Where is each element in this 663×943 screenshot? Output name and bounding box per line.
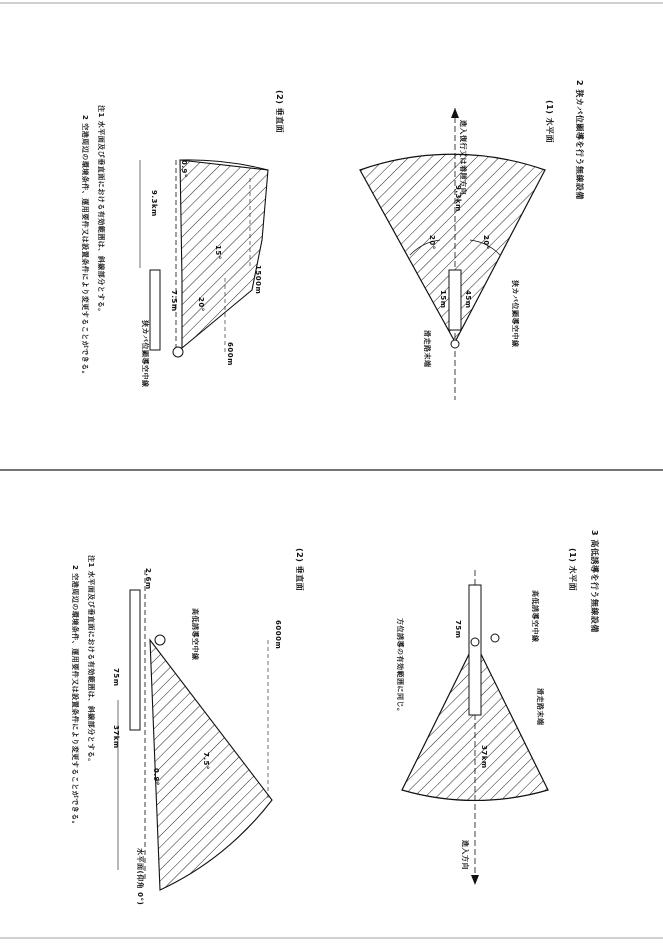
s2-vertical-coverage bbox=[180, 160, 268, 348]
s3-v-angle09: 0.9° bbox=[152, 768, 160, 786]
s3-antenna-label: 高低誘導空中線 bbox=[531, 590, 539, 643]
s3-v-antenna-label: 高低誘導空中線 bbox=[191, 608, 199, 661]
s2-approach-label: 進入復行又は着陸方向 bbox=[459, 120, 467, 195]
s2-v-600: 600m bbox=[226, 342, 234, 366]
s3-heading: 3 高低誘導を行う無線設備 bbox=[590, 530, 599, 633]
s3-elevation-antenna-icon bbox=[491, 634, 499, 642]
s2-dist: 9.3km bbox=[454, 185, 462, 212]
s2-v-angle15: 15° bbox=[214, 245, 222, 260]
s2-v-antenna-label: 狭カバ位顕導空中線 bbox=[141, 320, 149, 388]
s3-horizontal-diagram bbox=[402, 570, 548, 885]
s2-horizontal-diagram bbox=[360, 108, 545, 400]
s2-sub1: (1) 水平面 bbox=[545, 100, 554, 144]
s3-approach-arrow bbox=[471, 875, 479, 885]
s3-d75: 75m bbox=[454, 620, 462, 639]
s3-vertical-antenna bbox=[155, 635, 165, 645]
s3-note1: 注1 水平面及び垂直面における有効範囲は、斜線部分とする。 bbox=[87, 555, 95, 766]
s2-d45: 45m bbox=[464, 290, 472, 309]
s2-antenna-marker bbox=[451, 340, 459, 348]
s2-runway-label: 滑走路末端 bbox=[423, 330, 431, 368]
s2-heading: 2 狭カバ位顕導を行う無線設備 bbox=[575, 80, 584, 200]
s2-note2: 2 空港周辺の環境条件、運用要件又は設置条件により変更することができる。 bbox=[81, 115, 89, 379]
s3-approach-dir: 進入方向 bbox=[461, 840, 469, 870]
s2-v-75: 7.5m bbox=[170, 290, 178, 312]
s2-vertical-diagram bbox=[140, 160, 268, 357]
s2-v-1500: 1500m bbox=[254, 265, 262, 295]
s3-runway bbox=[469, 585, 481, 715]
s3-v-75: 75m bbox=[112, 668, 120, 687]
s2-angle-b: 20° bbox=[482, 235, 490, 250]
s3-note2: 2 空港周辺の環境条件、運用要件又は設置条件により変更することができる。 bbox=[71, 565, 79, 829]
s3-dist37: 37km bbox=[480, 745, 488, 769]
s3-antenna-marker bbox=[471, 638, 479, 646]
s3-vertical-coverage bbox=[150, 640, 272, 890]
s2-angle-a: 20° bbox=[428, 235, 436, 250]
s2-note1: 注1 水平面及び垂直面における有効範囲は、斜線部分とする。 bbox=[97, 105, 105, 316]
s3-coverage-same: 方位誘導の有効範囲に同じ。 bbox=[396, 618, 404, 716]
s2-v-dist: 9.3km bbox=[150, 190, 158, 217]
s2-vertical-antenna bbox=[173, 347, 183, 357]
s3-v-26: 2.6m bbox=[144, 568, 152, 590]
s2-sub2: (2) 垂直面 bbox=[275, 90, 284, 134]
s2-d15: 15m bbox=[439, 290, 447, 309]
s2-approach-arrow bbox=[451, 108, 459, 118]
s2-runway bbox=[449, 270, 461, 330]
s3-v-6000: 6000m bbox=[274, 620, 282, 650]
s3-sub2: (2) 垂直面 bbox=[295, 548, 304, 592]
s3-v-37: 37km bbox=[112, 725, 120, 749]
s3-vertical-runway bbox=[130, 590, 140, 730]
s2-v-angle20: 20° bbox=[197, 297, 205, 312]
s3-sub1: (1) 水平面 bbox=[568, 548, 577, 592]
s3-v-angle75: 7.5° bbox=[202, 752, 210, 770]
s3-runway-end: 滑走路末端 bbox=[536, 688, 544, 726]
s2-antenna-label: 狭カバ位顕導空中線 bbox=[511, 280, 519, 348]
s2-vertical-runway bbox=[150, 270, 160, 350]
s2-v-angle09: 0.9° bbox=[180, 160, 188, 178]
s3-v-horizontal: 水平面(仰角 0°) bbox=[136, 848, 144, 906]
